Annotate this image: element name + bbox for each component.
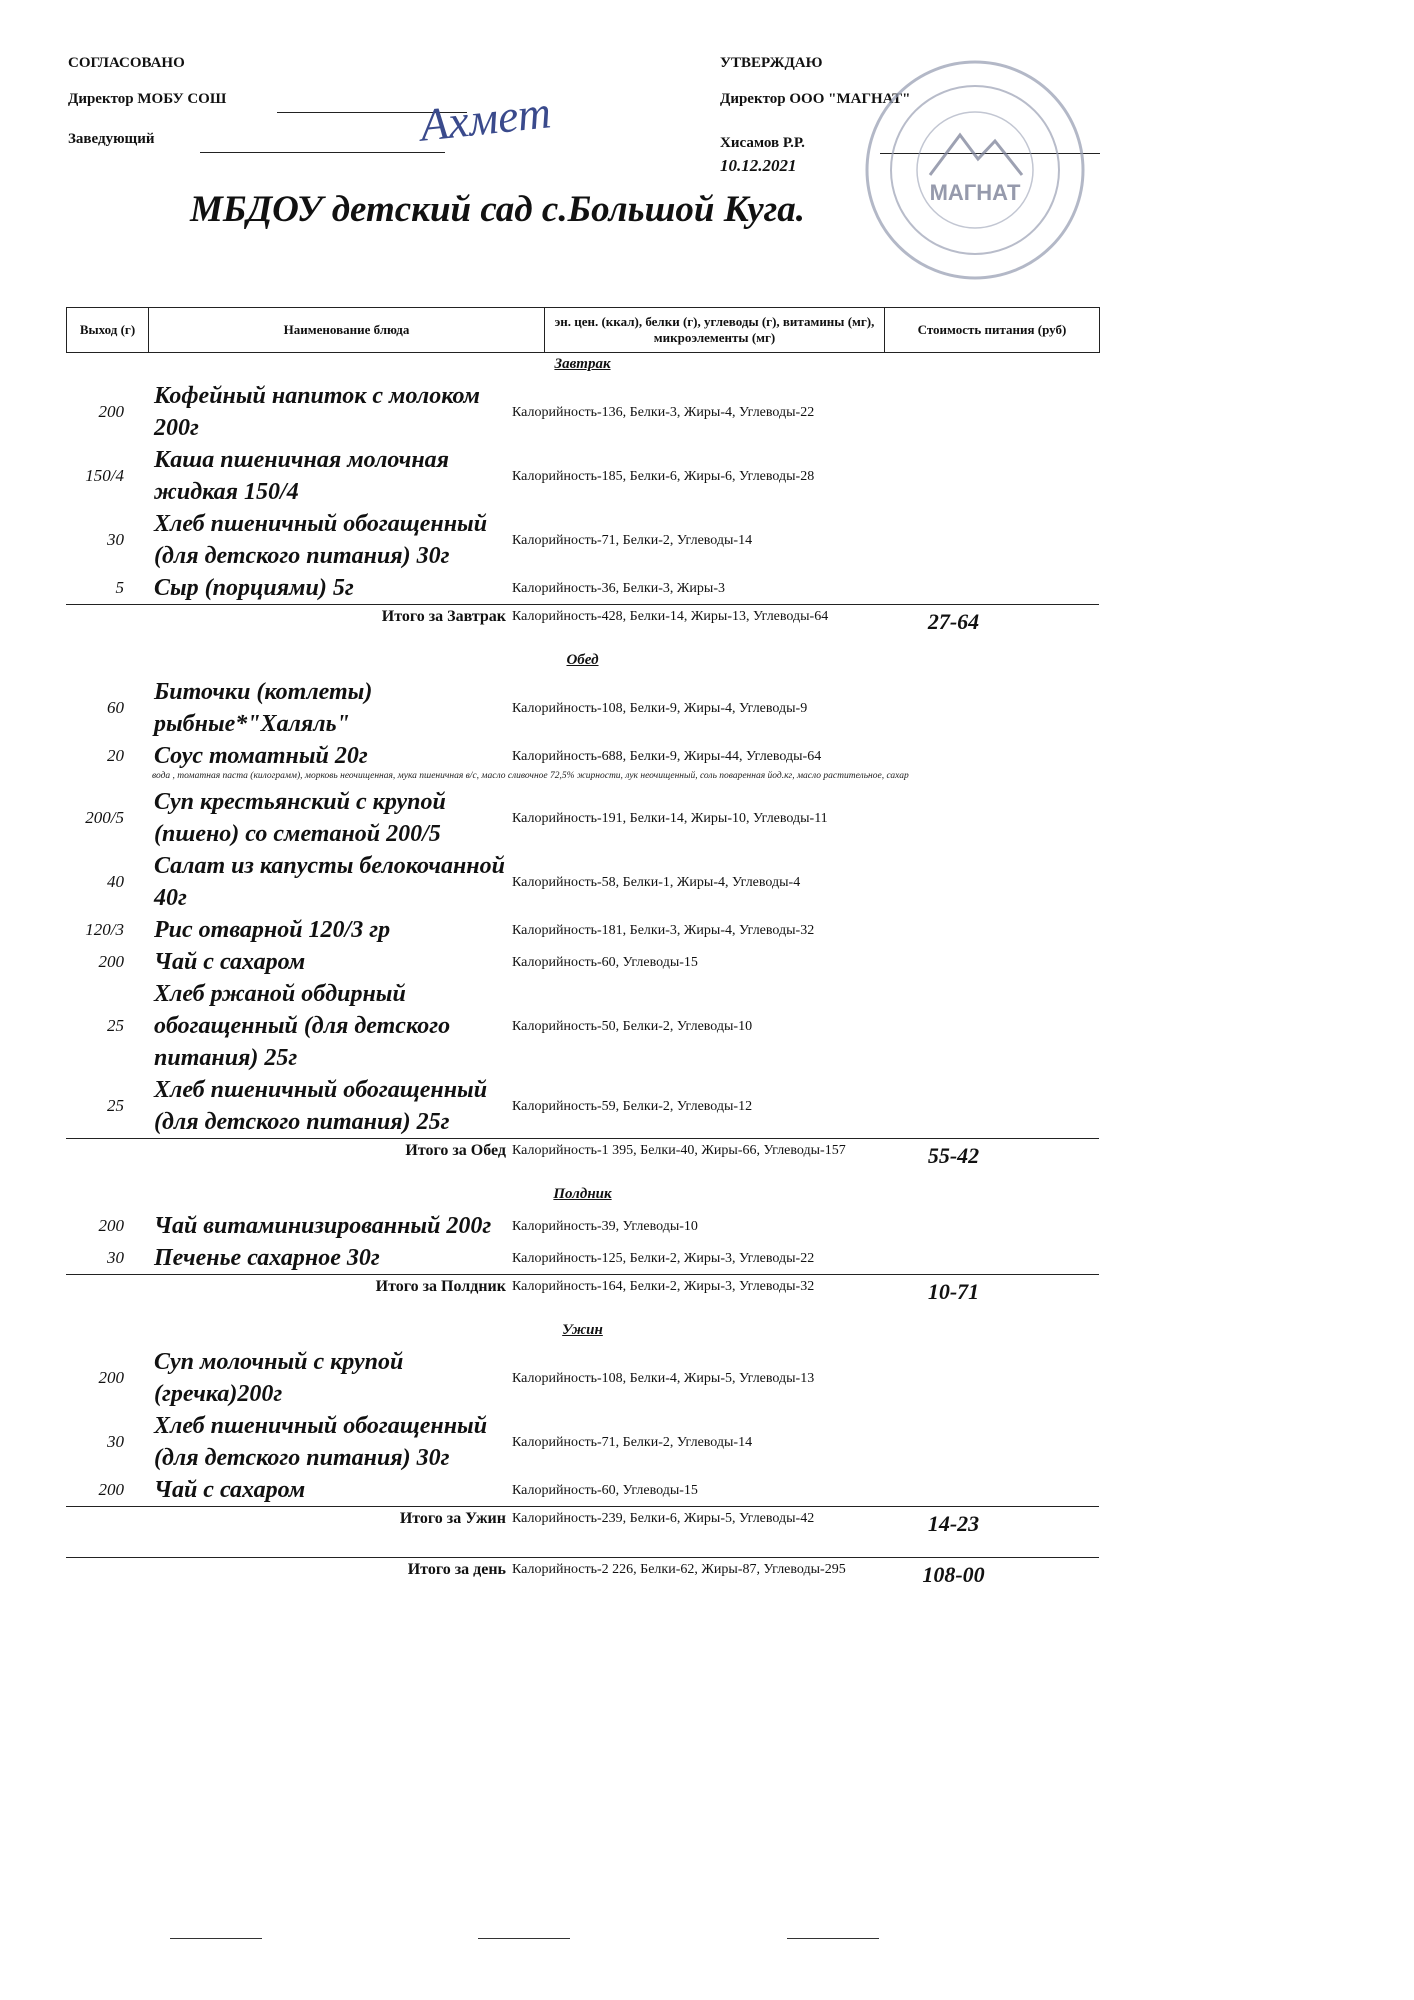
- dish-nutrition: Калорийность-36, Белки-3, Жиры-3: [512, 580, 725, 596]
- dish-nutrition: Калорийность-60, Углеводы-15: [512, 954, 698, 970]
- dish-name: Чай с сахаром: [154, 1477, 306, 1503]
- table-row: [66, 740, 1099, 772]
- approver-name: Хисамов Р.Р.: [720, 135, 805, 151]
- dish-nutrition: Калорийность-108, Белки-4, Жиры-5, Углеводы-13: [512, 1370, 815, 1386]
- table-row: [66, 444, 1099, 508]
- section-total-nutrition: Калорийность-428, Белки-14, Жиры-13, Углеводы-64: [512, 609, 829, 624]
- dish-output: 25: [107, 1016, 124, 1035]
- dish-output: 200: [98, 952, 124, 971]
- day-total-label: Итого за день: [407, 1561, 506, 1578]
- dish-name: Суп крестьянский с крупой (пшено) со сметаной 200/5: [154, 789, 446, 847]
- column-header-output: Выход (г): [67, 308, 149, 353]
- table-row: [66, 676, 1099, 740]
- section-title: Завтрак: [554, 356, 611, 372]
- section-title: Ужин: [562, 1322, 603, 1338]
- section-total-label: Итого за Завтрак: [381, 608, 506, 625]
- dish-output: 200: [98, 1216, 124, 1235]
- footer-line: [478, 1938, 570, 1939]
- company-stamp: [860, 55, 1090, 285]
- menu-body: [66, 353, 1099, 1602]
- section-total-price: 55-42: [927, 1143, 980, 1168]
- agreed-label: СОГЛАСОВАНО: [68, 55, 185, 71]
- section-total-nutrition: Калорийность-1 395, Белки-40, Жиры-66, Углеводы-157: [512, 1143, 846, 1158]
- section-total-label: Итого за Ужин: [399, 1510, 506, 1527]
- footer-line: [170, 1938, 262, 1939]
- section-total-price: 27-64: [927, 609, 980, 634]
- table-row: [66, 914, 1099, 946]
- column-header-dish: Наименование блюда: [149, 308, 545, 353]
- approval-date: 10.12.2021: [720, 156, 797, 175]
- section-title: Полдник: [553, 1186, 612, 1202]
- footer-line: [787, 1938, 879, 1939]
- table-row: [66, 786, 1099, 850]
- dish-name: Суп молочный с крупой (гречка)200г: [154, 1349, 404, 1407]
- dish-nutrition: Калорийность-59, Белки-2, Углеводы-12: [512, 1098, 753, 1114]
- dish-composition: вода , томатная паста (килограмм), морковь неочищенная, мука пшеничная в/с, масло сливочное 72,5% жирности, лук неочищенный, соль поваренная йод.кг, масло растительное, сахар: [152, 771, 909, 781]
- dish-output: 40: [107, 872, 124, 891]
- column-header-cost: Стоимость питания (руб): [885, 308, 1100, 353]
- dish-output: 30: [107, 530, 124, 549]
- section-total-nutrition: Калорийность-239, Белки-6, Жиры-5, Углеводы-42: [512, 1511, 815, 1526]
- school-director-label: Директор МОБУ СОШ: [68, 91, 227, 107]
- day-total-row: [66, 1557, 1099, 1602]
- section-total-label: Итого за Полдник: [375, 1278, 506, 1295]
- table-row: [66, 1474, 1099, 1506]
- handwritten-signature: Ахмет: [417, 86, 554, 151]
- dish-name: Рис отварной 120/3 гр: [154, 917, 391, 943]
- section-title: Обед: [566, 652, 599, 668]
- dish-name: Чай витаминизированный 200г: [154, 1213, 492, 1239]
- dish-name: Хлеб пшеничный обогащенный (для детского питания) 30г: [154, 511, 488, 569]
- dish-nutrition: Калорийность-688, Белки-9, Жиры-44, Углеводы-64: [512, 748, 822, 764]
- day-total-nutrition: Калорийность-2 226, Белки-62, Жиры-87, Углеводы-295: [512, 1562, 846, 1577]
- dish-nutrition: Калорийность-50, Белки-2, Углеводы-10: [512, 1018, 753, 1034]
- dish-nutrition: Калорийность-39, Углеводы-10: [512, 1218, 698, 1234]
- dish-name: Сыр (порциями) 5г: [154, 575, 354, 601]
- table-row: [66, 508, 1099, 572]
- dish-output: 30: [107, 1432, 124, 1451]
- dish-nutrition: Калорийность-71, Белки-2, Углеводы-14: [512, 1434, 753, 1450]
- section-total-row: [66, 1506, 1099, 1551]
- table-row: [66, 1410, 1099, 1474]
- dish-output: 25: [107, 1096, 124, 1115]
- dish-nutrition: Калорийность-71, Белки-2, Углеводы-14: [512, 532, 753, 548]
- section-total-row: [66, 604, 1099, 649]
- company-director-label: Директор ООО "МАГНАТ": [720, 91, 911, 107]
- dish-name: Каша пшеничная молочная жидкая 150/4: [154, 447, 450, 505]
- dish-nutrition: Калорийность-191, Белки-14, Жиры-10, Углеводы-11: [512, 810, 828, 826]
- dish-output: 200: [98, 1368, 124, 1387]
- page-title: МБДОУ детский сад с.Большой Куга.: [190, 189, 806, 230]
- dish-output: 20: [107, 746, 124, 765]
- manager-label: Заведующий: [68, 131, 155, 147]
- dish-nutrition: Калорийность-185, Белки-6, Жиры-6, Углеводы-28: [512, 468, 815, 484]
- section-total-nutrition: Калорийность-164, Белки-2, Жиры-3, Углеводы-32: [512, 1279, 815, 1294]
- dish-output: 200/5: [85, 808, 124, 827]
- day-total-price: 108-00: [922, 1562, 985, 1587]
- table-row: [66, 380, 1099, 444]
- table-row: [66, 1210, 1099, 1242]
- stamp-text: МАГНАТ: [929, 180, 1021, 205]
- table-row: [66, 1346, 1099, 1410]
- table-row: [66, 946, 1099, 978]
- table-row: [66, 1074, 1099, 1138]
- dish-output: 200: [98, 1480, 124, 1499]
- dish-name: Соус томатный 20г: [154, 743, 368, 769]
- section-total-row: [66, 1138, 1099, 1183]
- manager-signature-line: [200, 152, 445, 153]
- table-row: [66, 572, 1099, 604]
- section-total-label: Итого за Обед: [405, 1142, 506, 1159]
- section-total-price: 10-71: [927, 1279, 980, 1304]
- dish-name: Биточки (котлеты) рыбные*"Халяль": [154, 679, 373, 737]
- dish-nutrition: Калорийность-181, Белки-3, Жиры-4, Углеводы-32: [512, 922, 815, 938]
- dish-nutrition: Калорийность-125, Белки-2, Жиры-3, Углеводы-22: [512, 1250, 815, 1266]
- dish-output: 60: [107, 698, 124, 717]
- table-row: [66, 978, 1099, 1074]
- approve-label: УТВЕРЖДАЮ: [720, 55, 823, 71]
- dish-output: 120/3: [85, 920, 124, 939]
- menu-table: [66, 307, 1099, 1602]
- section-total-row: [66, 1274, 1099, 1319]
- dish-output: 30: [107, 1248, 124, 1267]
- table-row: [66, 1242, 1099, 1274]
- dish-name: Чай с сахаром: [154, 949, 306, 975]
- dish-output: 5: [115, 578, 124, 597]
- dish-name: Кофейный напиток с молоком 200г: [154, 383, 480, 441]
- dish-nutrition: Калорийность-136, Белки-3, Жиры-4, Углеводы-22: [512, 404, 815, 420]
- dish-name: Хлеб пшеничный обогащенный (для детского питания) 30г: [154, 1413, 488, 1471]
- table-row: [66, 850, 1099, 914]
- dish-name: Печенье сахарное 30г: [154, 1245, 380, 1271]
- dish-nutrition: Калорийность-58, Белки-1, Жиры-4, Углеводы-4: [512, 874, 801, 890]
- table-header: [66, 307, 1100, 353]
- column-header-nutrition: эн. цен. (ккал), белки (г), углеводы (г), витамины (мг), микроэлементы (мг): [545, 308, 885, 353]
- dish-name: Хлеб пшеничный обогащенный (для детского питания) 25г: [154, 1077, 488, 1135]
- dish-name: Хлеб ржаной обдирный обогащенный (для детского питания) 25г: [154, 981, 451, 1071]
- dish-output: 200: [98, 402, 124, 421]
- dish-nutrition: Калорийность-60, Углеводы-15: [512, 1482, 698, 1498]
- dish-output: 150/4: [85, 466, 124, 485]
- dish-nutrition: Калорийность-108, Белки-9, Жиры-4, Углеводы-9: [512, 700, 808, 716]
- section-total-price: 14-23: [927, 1511, 980, 1536]
- dish-name: Салат из капусты белокочанной 40г: [154, 853, 505, 911]
